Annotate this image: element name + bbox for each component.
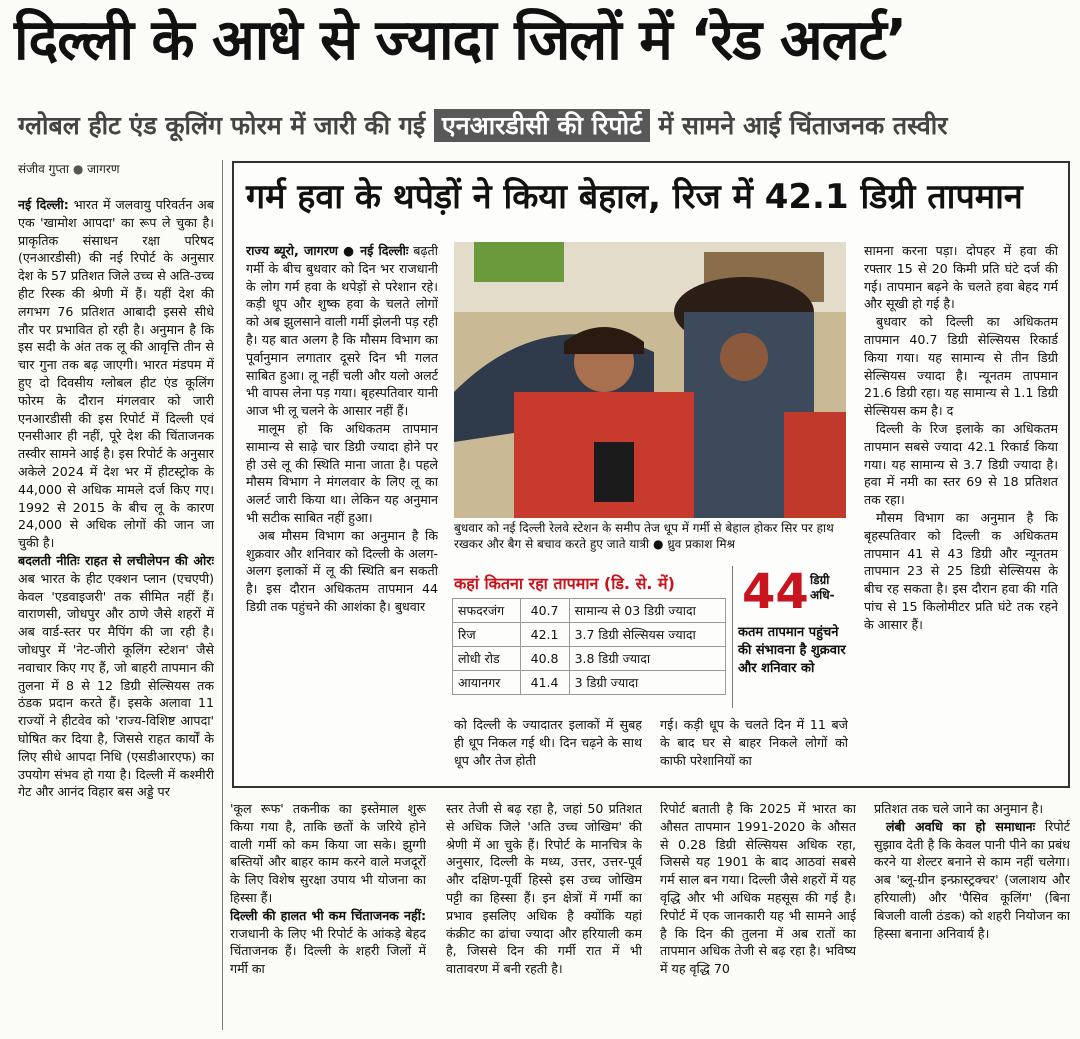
box-col2-text: को दिल्ली के ज्यादातर इलाकों में सुबह ही धूप निकल गई थी। दिन चढ़ने के साथ धूप और तेज होती [454, 717, 642, 768]
bottom-column-5 [874, 800, 1070, 1032]
bottom-c2-text-b: राजधानी के लिए भी रिपोर्ट के आंकड़े बेहद चिंताजनक हैं। दिल्ली के शहरी जिलों में गर्मी का [230, 925, 426, 977]
subheading-solution: लंबी अवधि का हो समाधानः [886, 818, 1036, 834]
box-col3-text: गई। कड़ी धूप के चलते दिन में 11 बजे के बाद घर से बाहर निकले लोगों को काफी परेशानियों का [660, 717, 848, 768]
temperature-table [452, 598, 726, 695]
box-right-paragraph-2: बुधवार को दिल्ली का अधिकतम तापमान 40.7 डिग्री सेल्सियस रिकार्ड किया गया। यह सामान्य से तीन डिग्री सेल्सियस ज्यादा है। न्यूनतम तापमान 21.6 डिग्री रहा। यह सामान्य से 1.1 डिग्री सेल्सियस कम है। द [864, 314, 1058, 419]
box-right-paragraph-3: दिल्ली के रिज इलाके का अधिकतम तापमान सबसे ज्यादा 42.1 रिकार्ड किया गया। यह सामान्य से 3.7 डिग्री ज्यादा है। हवा में नमी का स्तर 69 से 18 प्रतिशत तक रहा। [864, 420, 1058, 508]
bottom-c4-text: रिपोर्ट बताती है कि 2025 में भारत का औसत तापमान 1991-2020 के औसत से 0.28 डिग्री सेल्सियस अधिक रहा, जिससे यह 1901 के बाद आठवां सबसे गर्म साल बन गया। दिल्ली जैसे शहरों में यह वृद्धि और भी अधिक महसूस की गई है। रिपोर्ट में एक जानकारी यह भी सामने आई है कि दिन की तुलना में अब रातों का तापमान अधिक तेजी से बढ़ रहा है। भविष्य में यह वृद्धि 70 [660, 801, 856, 977]
box-column-right [864, 242, 1058, 778]
left-paragraph-2: अब भारत के हीट एक्शन प्लान (एचएपी) केवल 'एडवाइजरी' तक सीमित नहीं हैं। वाराणसी, जोधपुर और ठाणे जैसे शहरों में अब वार्ड-स्तर पर मैपिंग की जा रही है। जोधपुर में 'नेट-जीरो कूलिंग स्टेशन' जैसे नवाचार किए गए हैं, जो बाहरी तापमान की तुलना में 8 से 12 डिग्री सेल्सियस तक ठंडक प्रदान करते हैं। इसके अलावा 11 राज्यों ने हीटवेव को 'राज्य-विशिष्ट आपदा' घोषित कर दिया है, जिससे राहत कार्यों के लिए सीधे आपदा निधि (एसडीआरएफ) का उपयोग संभव हो गया है। दिल्ली में कश्मीरी गेट और आनंद विहार बस अड्डे पर [18, 570, 214, 800]
bottom-c5-text: प्रतिशत तक चले जाने का अनुमान है। [874, 801, 1044, 816]
table-cell-note: 3 डिग्री ज्यादा [569, 671, 725, 695]
bottom-c3-text: स्तर तेजी से बढ़ रहा है, जहां 50 प्रतिशत से अधिक जिले 'अति उच्च जोखिम' की श्रेणी में आ चुके हैं। रिपोर्ट के मानचित्र के अनुसार, दिल्ली के मध्य, उत्तर, उत्तर-पूर्व और दक्षिण-पूर्वी हिस्से इस उच्च जोखिम पट्टी का हिस्सा हैं। इन क्षेत्रों में गर्मी का प्रभाव इसलिए अधिक है क्योंकि यहां कंक्रीट का ढांचा ज्यादा और हरियाली कम है, जिससे दिन की गर्मी रात में भी वातावरण में बनी रहती है। [446, 801, 642, 977]
dateline: नई दिल्ली: [18, 197, 69, 212]
table-cell-place: आयानगर [453, 671, 521, 695]
subhead-highlight: एनआरडीसी की रिपोर्ट [434, 109, 650, 142]
table-cell-note: 3.8 डिग्री ज्यादा [569, 647, 725, 671]
table-row [453, 671, 726, 695]
box-column-2 [454, 716, 642, 780]
bottom-column-4 [660, 800, 856, 1032]
box-right-paragraph-4: मौसम विभाग का अनुमान है कि बृहस्पतिवार को दिल्ली क अधिकतम तापमान 41 से 43 डिग्री और न्यूनतम तापमान 23 से 25 डिग्री सेल्सियस के बीच रह सकता है। इस दौरान हवा की गति पांच से 15 किलोमीटर प्रति घंटे तक रहने के आसार हैं। [864, 509, 1058, 632]
byline [18, 160, 120, 177]
table-cell-note: 3.7 डिग्री सेल्सियस ज्यादा [569, 623, 725, 647]
table-title: कहां कितना रहा तापमान (डि. से. में) [454, 574, 675, 593]
box-dateline: राज्य ब्यूरो, जागरण ● नई दिल्लीः [246, 243, 409, 258]
bottom-column-3 [446, 800, 642, 1032]
news-photo [454, 242, 846, 518]
bottom-c2-text: 'कूल रूफ' तकनीक का इस्तेमाल शुरू किया गया है, ताकि छतों के जरिये होने वाली गर्मी को कम किया जा सके। झुग्गी बस्तियों और बाहर काम करने वाले मजदूरों के लिए विशेष सुरक्षा उपाय भी योजना का हिस्सा हैं। [230, 801, 426, 905]
column-divider [222, 160, 223, 1030]
table-cell-place: लोधी रोड [453, 647, 521, 671]
factbox-divider [732, 566, 733, 708]
subhead-before: ग्लोबल हीट एंड कूलिंग फोरम में जारी की गई [18, 111, 426, 140]
box-paragraph-2: मालूम हो कि अधिकतम तापमान सामान्य से साढ़े चार डिग्री ज्यादा होने पर ही उसे लू की स्थिति माना जाता है। पहले मौसम विभाग ने मंगलवार के लिए लू का अलर्ट जारी किया था। लेकिन यह अनुमान भी सटीक साबित नहीं हुआ। [246, 420, 438, 525]
big-number-unit: डिग्री अधि- [810, 573, 835, 602]
table-cell-temp: 40.8 [520, 647, 569, 671]
byline-author: संजीव गुप्ता [18, 162, 70, 176]
box-column-1 [246, 242, 438, 778]
table-cell-temp: 41.4 [520, 671, 569, 695]
subheading-policy: बदलती नीतिः राहत से लचीलेपन की ओरः [18, 552, 214, 568]
subheading-delhi: दिल्ली की हालत भी कम चिंताजनक नहीं: [230, 907, 426, 923]
subheadline [18, 106, 947, 146]
photo-caption: बुधवार को नई दिल्ली रेलवे स्टेशन के समीप तेज धूप में गर्मी से बेहाल होकर सिर पर हाथ रखकर और बैग से बचाव करते हुए जाते यात्री ● ध्रुव प्रकाश मिश्र [454, 521, 834, 551]
table-cell-temp: 42.1 [520, 623, 569, 647]
byline-source: जागरण [87, 162, 120, 176]
table-cell-place: सफदरजंग [453, 599, 521, 623]
headline: दिल्ली के आधे से ज्यादा जिलों में ‘रेड अलर्ट’ [14, 8, 907, 73]
boxed-story-title: गर्म हवा के थपेड़ों ने किया बेहाल, रिज में 42.1 डिग्री तापमान [246, 177, 1023, 217]
box-column-3 [660, 716, 848, 780]
table-row [453, 623, 726, 647]
big-number-text: कतम तापमान पहुंचने की संभावना है शुक्रवार और शनिवार को [738, 625, 846, 676]
bullet-icon: ● [72, 162, 84, 176]
table-cell-place: रिज [453, 623, 521, 647]
table-cell-temp: 40.7 [520, 599, 569, 623]
table-cell-note: सामान्य से 03 डिग्री ज्यादा [569, 599, 725, 623]
bottom-column-2 [230, 800, 426, 1032]
left-paragraph-1: भारत में जलवायु परिवर्तन अब एक 'खामोश आपदा' का रूप ले चुका है। प्राकृतिक संसाधन रक्षा परिषद (एनआरडीसी) की नई रिपोर्ट के अनुसार देश के 57 प्रतिशत जिले उच्च से अति-उच्च हीट रिस्क की श्रेणी में हैं। यहीं देश की लगभग 76 प्रतिशत आबादी इससे सीधे तौर पर प्रभावित हो रही है। अनुमान है कि इस सदी के अंत तक लू की आवृत्ति तीन से चार गुना तक बढ़ जाएगी। भारत मंडपम में हुए दो दिवसीय ग्लोबल हीट एंड कूलिंग फोरम के दौरान मंगलवार को जारी एनआरडीसी की इस रिपोर्ट में दिल्ली एवं एनसीआर ही नहीं, पूरे देश की चिंताजनक तस्वीर सामने आई है। इस रिपोर्ट के अनुसार अकेले 2024 में देश भर में हीटस्ट्रोक के 44,000 से अधिक मामले दर्ज किए गए। 1992 से 2015 के बीच लू के कारण 24,000 से अधिक लोगों की जान जा चुकी है। [18, 197, 214, 551]
table-row [453, 647, 726, 671]
photo-illustration [454, 242, 846, 518]
big-number: 44 [742, 564, 809, 620]
table-row [453, 599, 726, 623]
bottom-c5-text-b: रिपोर्ट सुझाव देती है कि केवल पानी पीने का प्रबंध करने या शेल्टर बनाने से काम नहीं चलेगा। अब 'ब्लू-ग्रीन इन्फ्रास्ट्रक्चर' (जलाशय और हरियाली) और 'पैसिव कूलिंग' (बिना बिजली वाली ठंडक) को शहरी नियोजन का हिस्सा बनाना अनिवार्य है। [874, 818, 1070, 941]
box-right-paragraph-1: सामना करना पड़ा। दोपहर में हवा की रफ्तार 15 से 20 किमी प्रति घंटे दर्ज की गई। तापमान बढ़ने के चलते हवा बेहद गर्म और सूखी हो गई है। [864, 243, 1058, 312]
box-paragraph-1: बढ़ती गर्मी के बीच बुधवार को दिन भर राजधानी के लोग गर्म हवा के थपेड़ों से परेशान रहे। कड़ी धूप और शुष्क हवा के चलते लोगों को अब झुलसाने वाली गर्मी झेलनी पड़ रही है। यह बात अलग है कि मौसम विभाग का पूर्वानुमान लगातार दूसरे दिन भी गलत साबित हुआ। लू नहीं चली और यलो अलर्ट भी वापस लेना पड़ गया। बृहस्पतिवार यानी आज भी लू चलने के आसार नहीं हैं। [246, 243, 438, 419]
box-paragraph-3: अब मौसम विभाग का अनुमान है कि शुक्रवार और शनिवार को दिल्ली के अलग-अलग इलाकों में लू की स्थिति बन सकती है। इस दौरान अधिकतम तापमान 44 डिग्री तक पहुंचने की आशंका है। बुधवार [246, 527, 438, 614]
left-column [18, 196, 214, 1032]
subhead-after: में सामने आई चिंताजनक तस्वीर [658, 111, 948, 140]
